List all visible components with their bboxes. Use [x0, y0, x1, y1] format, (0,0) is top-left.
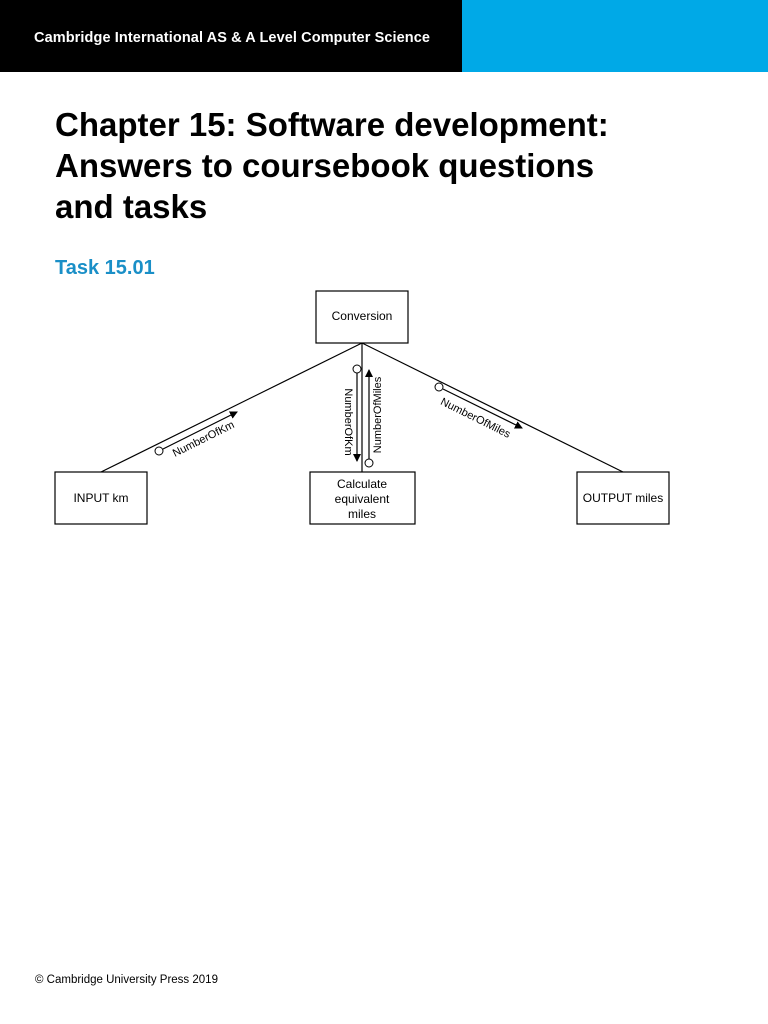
data-couple-right-circle	[435, 383, 443, 391]
data-couple-left-label: NumberOfKm	[170, 418, 237, 460]
data-couple-center-miles-label: NumberOfMiles	[372, 376, 384, 454]
structure-chart	[0, 280, 768, 540]
data-couple-center-miles-circle	[365, 459, 373, 467]
chapter-title-line-3: and tasks	[55, 188, 208, 225]
link-conversion-input	[101, 343, 362, 472]
chapter-title-line-1: Chapter 15: Software development:	[55, 106, 609, 143]
module-calculate-line-3: miles	[347, 507, 377, 521]
data-couple-left-circle	[155, 447, 163, 455]
data-couple-right-label: NumberOfMiles	[438, 395, 513, 441]
header-title: Cambridge International AS & A Level Computer Science	[34, 30, 431, 46]
chapter-title	[55, 104, 735, 227]
header-blue-band	[462, 0, 768, 72]
chapter-title-line-2: Answers to coursebook questions	[55, 147, 595, 184]
link-conversion-output	[362, 343, 623, 472]
task-heading: Task 15.01	[55, 257, 155, 279]
data-couple-center-km-circle	[353, 365, 361, 373]
module-calculate-line-1: Calculate	[336, 477, 388, 491]
module-output-miles-label: OUTPUT miles	[582, 491, 664, 505]
module-calculate-line-2: equivalent	[334, 492, 390, 506]
module-conversion-label: Conversion	[331, 309, 393, 323]
module-input-km-label: INPUT km	[73, 491, 129, 505]
page-header	[0, 0, 768, 72]
copyright-footer: © Cambridge University Press 2019	[35, 974, 218, 986]
data-couple-center-km-label: NumberOfKm	[342, 388, 354, 456]
